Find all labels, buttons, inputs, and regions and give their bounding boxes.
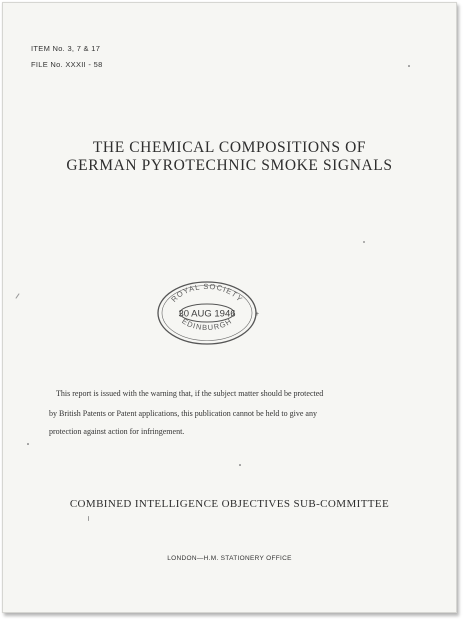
stamp-top-text: ROYAL SOCIETY [169,281,245,304]
report-title-line-2: GERMAN PYROTECHNIC SMOKE SIGNALS [66,157,393,174]
file-number: FILE No. XXXII - 58 [31,60,103,69]
library-stamp [155,280,259,346]
paper-speck [15,293,19,298]
publisher-line: LONDON—H.M. STATIONERY OFFICE [167,555,292,562]
stamp-cross-mark: + [255,311,259,318]
stamp-bottom-text: EDINBURGH [180,316,234,333]
document-page [2,2,457,613]
warning-line-2: by British Patents or Patent applications, this publication cannot be held to give any [49,409,317,418]
svg-text:ROYAL SOCIETY [169,282,244,304]
paper-speck [239,464,241,466]
stamp-date: 30 AUG 1946 [178,308,236,320]
paper-speck [408,65,410,67]
report-title-line-1: THE CHEMICAL COMPOSITIONS OF [92,139,367,156]
warning-line-1: This report is issued with the warning that, if the subject matter should be protected [56,389,324,398]
committee-name: COMBINED INTELLIGENCE OBJECTIVES SUB-COMMITTEE [69,498,390,510]
stamp-graphic [155,280,259,346]
paper-speck [88,516,89,521]
item-number: ITEM No. 3, 7 & 17 [31,44,101,53]
warning-line-3: protection against action for infringement. [49,427,185,436]
paper-speck [27,443,29,445]
paper-speck [363,241,365,243]
